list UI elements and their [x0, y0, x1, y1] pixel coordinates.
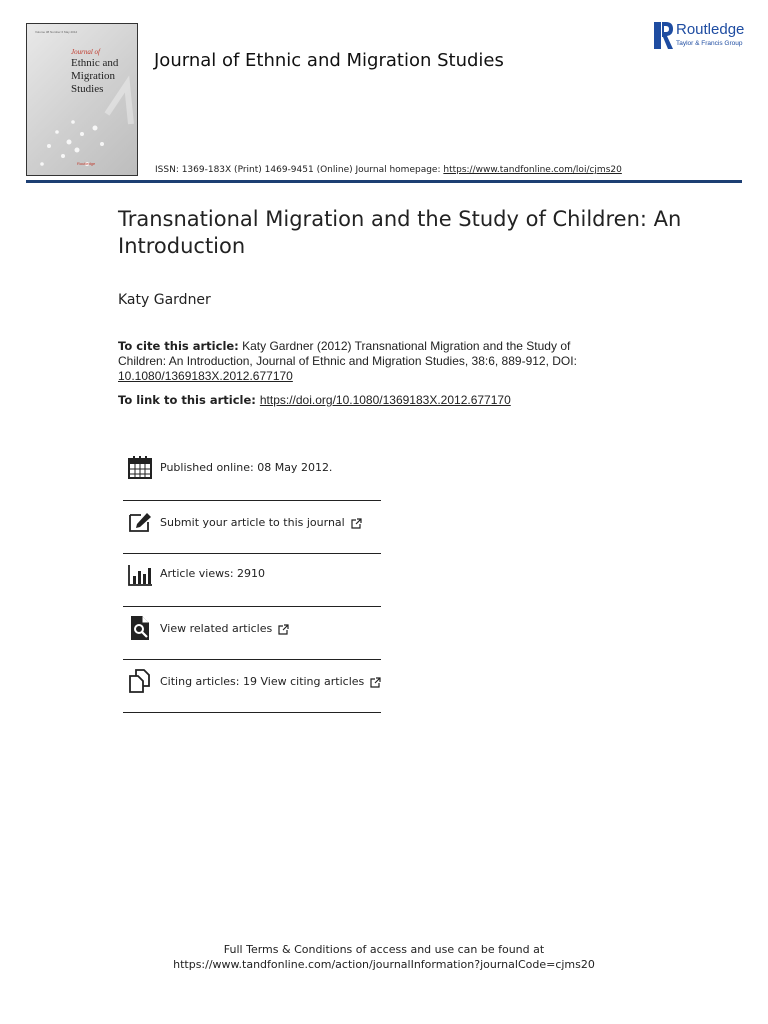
- cover-issue-text: Volume 38 Number 6 May 2012: [35, 30, 78, 34]
- link-label: To link to this article:: [118, 393, 256, 407]
- footer-terms-link[interactable]: https://www.tandfonline.com/action/journalInformation?journalCode=cjms20: [173, 958, 595, 971]
- header-rule: [26, 180, 742, 183]
- bar-chart-icon: [127, 562, 153, 588]
- cover-journal-of: Journal of: [71, 48, 100, 56]
- footer-line-1: Full Terms & Conditions of access and use can be found at: [223, 943, 545, 956]
- citing-articles-link[interactable]: Citing articles: 19 View citing articles: [160, 675, 381, 688]
- routledge-logo: [654, 21, 745, 55]
- related-articles-row[interactable]: [123, 607, 381, 660]
- cover-title: Ethnic and Migration Studies: [71, 57, 119, 95]
- edit-icon: [127, 509, 153, 535]
- article-author: Katy Gardner: [118, 292, 211, 308]
- submit-article-row[interactable]: [123, 501, 381, 554]
- external-link-icon: [370, 677, 381, 688]
- issn-text: ISSN: 1369-183X (Print) 1469-9451 (Online) Journal homepage:: [155, 165, 444, 175]
- routledge-r-icon: [654, 21, 674, 51]
- journal-homepage-link[interactable]: https://www.tandfonline.com/loi/cjms20: [443, 165, 622, 175]
- submit-article-link[interactable]: Submit your article to this journal: [160, 516, 362, 529]
- published-online-row: [123, 448, 381, 501]
- article-link-block: [118, 393, 511, 407]
- cover-decoration: [27, 24, 138, 176]
- cover-publisher: Routledge: [77, 161, 96, 166]
- article-views-row: [123, 554, 381, 607]
- journal-title: Journal of Ethnic and Migration Studies: [154, 50, 504, 71]
- external-link-icon: [278, 624, 289, 635]
- issn-line: [155, 165, 622, 175]
- publisher-group: Taylor & Francis Group: [676, 40, 743, 47]
- footer-terms: [0, 942, 768, 972]
- citation-block: [118, 339, 598, 384]
- cite-label: To cite this article:: [118, 339, 239, 353]
- article-title: Transnational Migration and the Study of Children: An Introduction: [118, 207, 682, 258]
- publisher-name: Routledge: [676, 21, 745, 38]
- citing-articles-icon: [127, 668, 153, 694]
- article-views-text: Article views: 2910: [160, 567, 266, 580]
- search-document-icon: [127, 615, 153, 641]
- article-doi-link[interactable]: https://doi.org/10.1080/1369183X.2012.677170: [259, 393, 511, 407]
- cite-text: Katy Gardner (2012) Transnational Migration and the Study of Children: An Introduction, Journal of Ethnic and Migration Studies, 38:6, 889-912, DOI:: [118, 339, 577, 368]
- journal-cover-image: [26, 23, 138, 176]
- cite-doi-link[interactable]: 10.1080/1369183X.2012.677170: [118, 369, 293, 383]
- citing-articles-row[interactable]: [123, 660, 381, 713]
- published-online-text: Published online: 08 May 2012.: [160, 461, 333, 474]
- related-articles-link[interactable]: View related articles: [160, 622, 289, 635]
- external-link-icon: [351, 518, 362, 529]
- calendar-icon: [127, 454, 153, 480]
